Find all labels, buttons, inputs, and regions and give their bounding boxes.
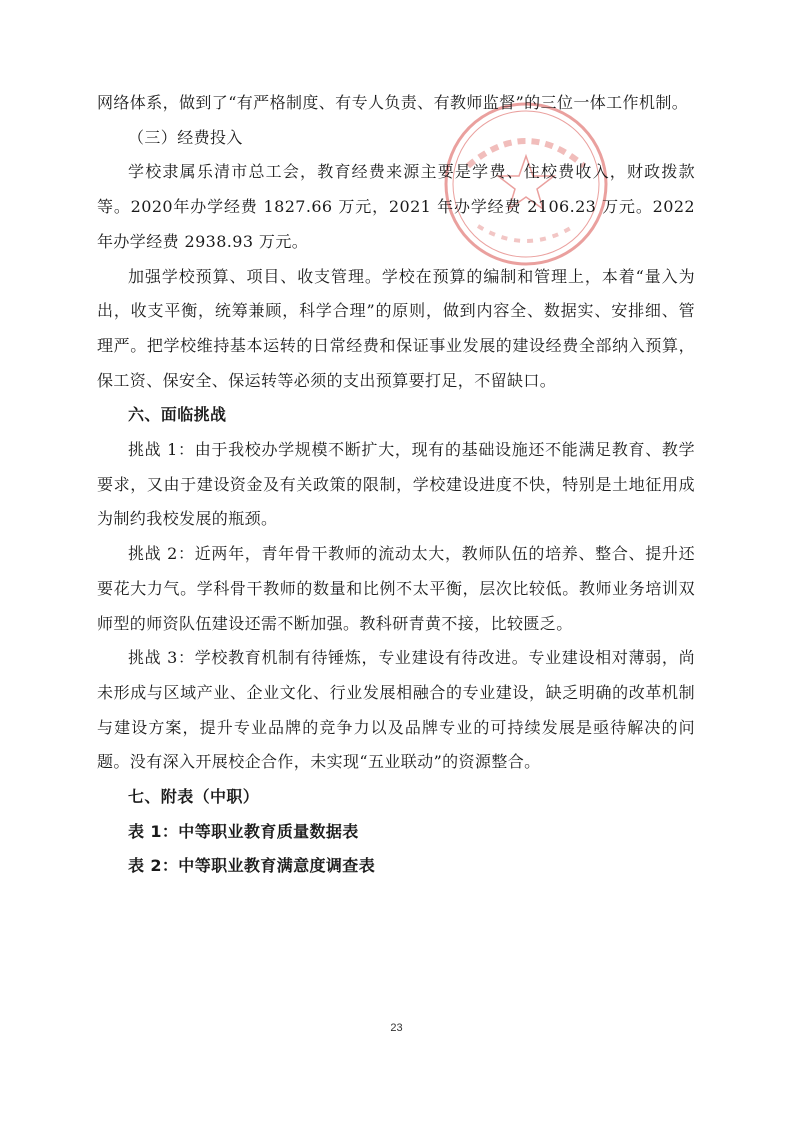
paragraph-budget-management: 加强学校预算、项目、收支管理。学校在预算的编制和管理上，本着“量入为出，收支平衡，统筹兼顾，科学合理”的原则，做到内容全、数据实、安排细、管理严。把学校维持基本运转的日常经费和保证事业发展的建设经费全部纳入预算，保工资、保安全、保运转等必须的支出预算要打足，不留缺口。: [97, 266, 695, 390]
appendix-table-2: 表 2：中等职业教育满意度调查表: [128, 856, 376, 876]
document-body: [97, 86, 695, 884]
heading-challenges: 六、面临挑战: [128, 405, 227, 425]
appendix-table-1: 表 1：中等职业教育质量数据表: [128, 821, 359, 841]
paragraph-network-system: 网络体系，做到了“有严格制度、有专人负责、有教师监督”的三位一体工作机制。: [97, 93, 689, 112]
heading-appendix: 七、附表（中职）: [128, 787, 260, 807]
paragraph-challenge-2: 挑战 2：近两年，青年骨干教师的流动太大，教师队伍的培养、整合、提升还要花大力气。学科骨干教师的数量和比例不太平衡，层次比较低。教师业务培训双师型的师资队伍建设还需不断加强。教科研青黄不接，比较匮乏。: [97, 544, 695, 633]
paragraph-challenge-1: 挑战 1：由于我校办学规模不断扩大，现有的基础设施还不能满足教育、教学要求，又由于建设资金及有关政策的限制，学校建设进度不快，特别是土地征用成为制约我校发展的瓶颈。: [97, 440, 695, 529]
subheading-funding-input: （三）经费投入: [128, 127, 243, 147]
page-number: 23: [390, 1022, 403, 1034]
paragraph-challenge-3: 挑战 3：学校教育机制有待锤炼，专业建设有待改进。专业建设相对薄弱，尚未形成与区域产业、企业文化、行业发展相融合的专业建设，缺乏明确的改革机制与建设方案，提升专业品牌的竞争力以及品牌专业的可持续发展是亟待解决的问题。没有深入开展校企合作，未实现“五业联动”的资源整合。: [97, 648, 695, 772]
paragraph-funding-sources: 学校隶属乐清市总工会，教育经费来源主要是学费、住校费收入，财政拨款等。2020年办学经费 1827.66 万元，2021 年办学经费 2106.23 万元。2022 年办学经费 2938.93 万元。: [97, 162, 695, 251]
